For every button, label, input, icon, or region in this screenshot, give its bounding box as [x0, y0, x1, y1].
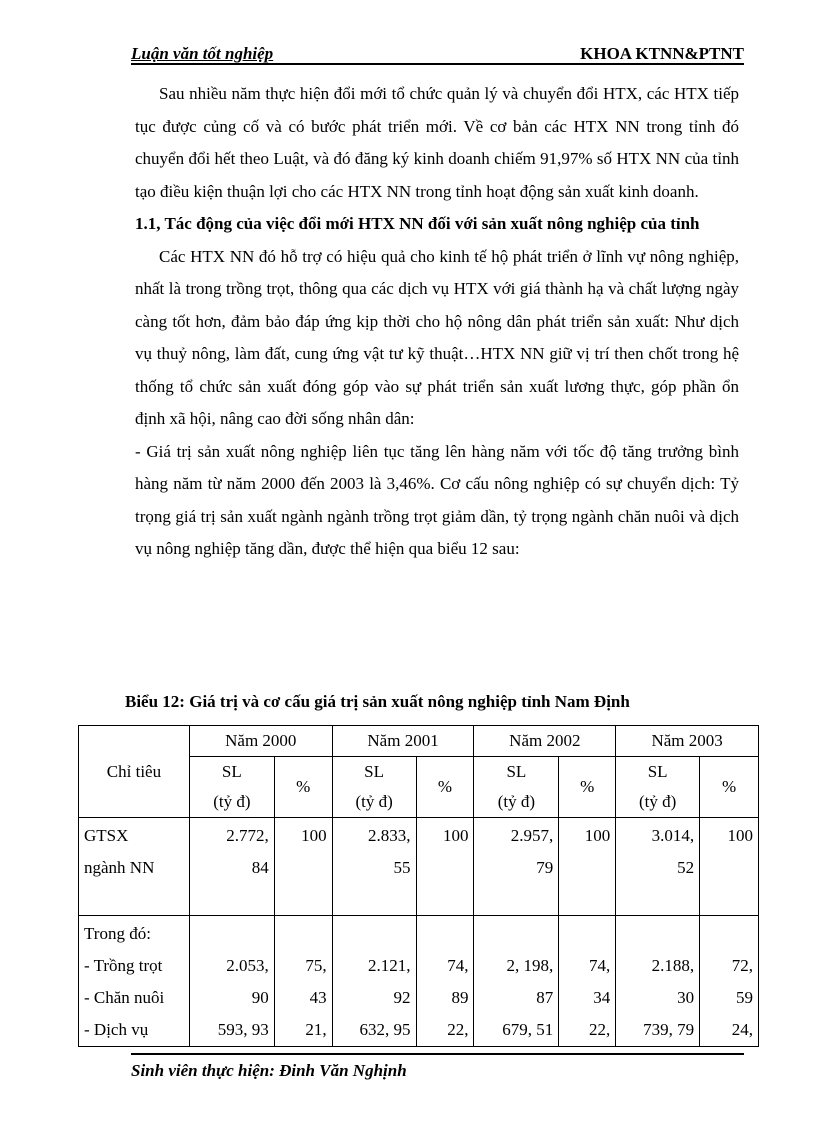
- sl-header: SL (tỷ đ): [474, 757, 559, 818]
- header-rule: [131, 63, 744, 65]
- footer-author: Sinh viên thực hiện: Đinh Văn Nghịnh: [131, 1061, 407, 1080]
- table-cell-pct: 100: [559, 818, 616, 916]
- sl-header: SL (tỷ đ): [616, 757, 700, 818]
- section-heading: 1.1, Tác động của việc đổi mới HTX NN đối với sản xuất nông nghiệp của tỉnh: [135, 214, 700, 233]
- row-label-breakdown: Trong đó: - Trồng trọt - Chăn nuôi - Dịch vụ: [79, 916, 190, 1047]
- col-label-header: Chỉ tiêu: [79, 726, 190, 818]
- paragraph-htx-support: Các HTX NN đó hỗ trợ có hiệu quả cho kinh tế hộ phát triển ở lĩnh vự nông nghiệp, nhất là trong trồng trọt, thông qua các dịch vụ HTX với giá thành hạ và chất lượng ngày càng tốt hơn, đảm bảo đáp ứng kịp thời cho hộ nông dân phát triển sản xuất: Như dịch vụ thuỷ nông, làm đất, cung ứng vật tư kỹ thuật…HTX NN giữ vị trí then chốt trong hệ thống tổ chức sản xuất đóng góp vào sự phát triển sản xuất lương thực, góp phần ổn định xã hội, nâng cao đời sống nhân dân:: [135, 246, 739, 428]
- page-header: [131, 40, 744, 66]
- pct-header: %: [700, 757, 759, 818]
- pct-header: %: [416, 757, 474, 818]
- table-cell-pct: 75, 43 21,: [274, 916, 332, 1047]
- agri-production-table: [78, 725, 759, 1047]
- table-row: [79, 818, 759, 916]
- year-header-2001: Năm 2001: [332, 726, 474, 757]
- document-body: [135, 78, 739, 566]
- year-header-2003: Năm 2003: [616, 726, 759, 757]
- paragraph-htx-reform: Sau nhiều năm thực hiện đổi mới tổ chức quản lý và chuyển đổi HTX, các HTX tiếp tục được củng cố và có bước phát triển mới. Về cơ bản các HTX NN trong tỉnh đó chuyển đổi hết theo Luật, và đó đăng ký kinh doanh chiếm 91,97% số HTX NN của tỉnh tạo điều kiện thuận lợi cho các HTX NN trong tỉnh hoạt động sản xuất kinh doanh.: [135, 84, 739, 201]
- pct-header: %: [274, 757, 332, 818]
- table-cell-sl: 2, 198, 87 679, 51: [474, 916, 559, 1047]
- table-caption: Biểu 12: Giá trị và cơ cấu giá trị sản xuất nông nghiệp tỉnh Nam Định: [125, 692, 630, 711]
- year-header-2002: Năm 2002: [474, 726, 616, 757]
- table-cell-sl: 2.053, 90 593, 93: [189, 916, 274, 1047]
- year-header-2000: Năm 2000: [189, 726, 332, 757]
- table-cell-pct: 100: [416, 818, 474, 916]
- page-footer: [131, 1053, 744, 1081]
- table-cell-sl: 2.772, 84: [189, 818, 274, 916]
- table-cell-pct: 72, 59 24,: [700, 916, 759, 1047]
- pct-header: %: [559, 757, 616, 818]
- table-cell-sl: 2.833, 55: [332, 818, 416, 916]
- table-cell-pct: 74, 89 22,: [416, 916, 474, 1047]
- table-header-row: [79, 726, 759, 757]
- table-cell-pct: 100: [274, 818, 332, 916]
- sl-header: SL (tỷ đ): [332, 757, 416, 818]
- table-cell-sl: 2.121, 92 632, 95: [332, 916, 416, 1047]
- table-cell-pct: 100: [700, 818, 759, 916]
- header-faculty-label: KHOA KTNN&PTNT: [580, 44, 744, 63]
- table-cell-sl: 2.957, 79: [474, 818, 559, 916]
- table-row: [79, 916, 759, 1047]
- row-label-gtsx: GTSX ngành NN: [79, 818, 190, 916]
- footer-rule: [131, 1053, 744, 1055]
- table-cell-pct: 74, 34 22,: [559, 916, 616, 1047]
- table-cell-sl: 2.188, 30 739, 79: [616, 916, 700, 1047]
- paragraph-production-value: - Giá trị sản xuất nông nghiệp liên tục tăng lên hàng năm với tốc độ tăng trưởng bình hàng năm từ năm 2000 đến 2003 là 3,46%. Cơ cấu nông nghiệp có sự chuyển dịch: Tỷ trọng giá trị sản xuất ngành ngành trồng trọt giảm dần, tỷ trọng ngành chăn nuôi và dịch vụ nông nghiệp tăng dần, được thể hiện qua biểu 12 sau:: [135, 441, 739, 558]
- header-thesis-label: Luận văn tốt nghiệp: [131, 44, 274, 63]
- sl-header: SL (tỷ đ): [189, 757, 274, 818]
- table-cell-sl: 3.014, 52: [616, 818, 700, 916]
